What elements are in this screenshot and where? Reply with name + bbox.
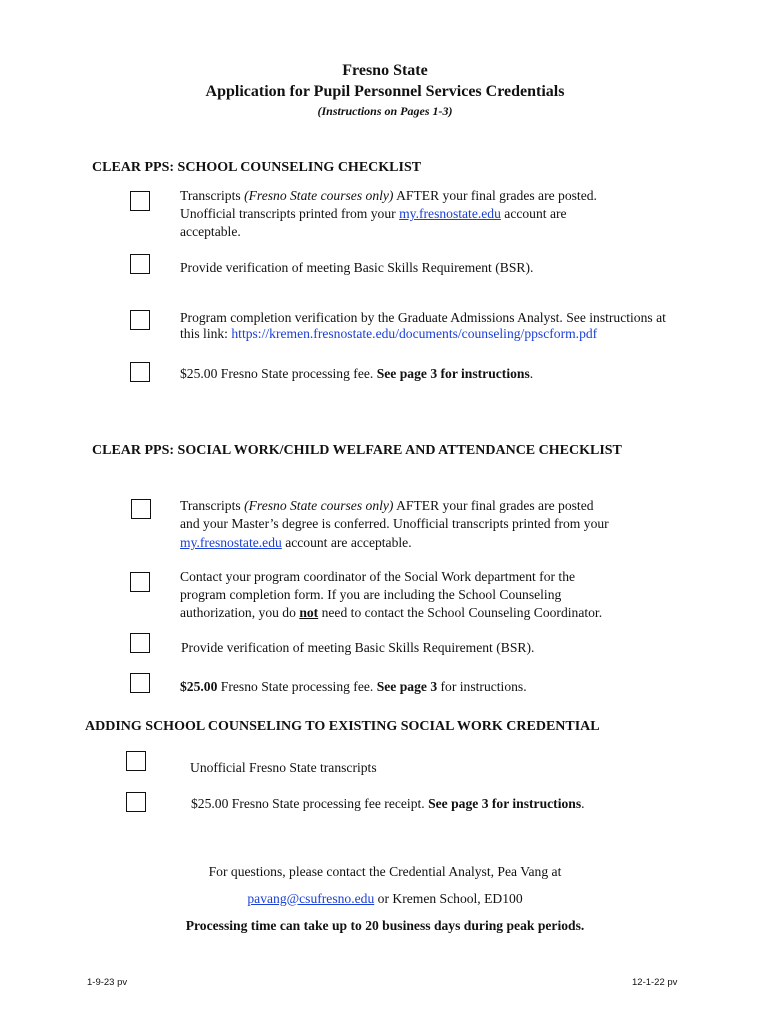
instructions-note: (Instructions on Pages 1-3) — [317, 104, 453, 118]
checkbox-bsr[interactable] — [130, 254, 150, 274]
checkbox-sw-bsr[interactable] — [130, 633, 150, 653]
s1-item3-line2: this link: https://kremen.fresnostate.edu/documents/counseling/ppscform.pdf — [180, 326, 598, 341]
checkbox-fee-receipt[interactable] — [126, 792, 146, 812]
s2-item4: $25.00 Fresno State processing fee. See page 3 for instructions. — [180, 679, 527, 694]
section-heading-adding-counseling: ADDING SCHOOL COUNSELING TO EXISTING SOCIAL WORK CREDENTIAL — [85, 719, 600, 734]
s1-item3-line1: Program completion verification by the Graduate Admissions Analyst. See instructions at — [180, 310, 666, 325]
s1-item1-line1: Transcripts (Fresno State courses only) AFTER your final grades are posted. — [180, 188, 597, 203]
mystate-link-2[interactable]: my.fresnostate.edu — [180, 535, 282, 550]
s2-item1-line3: my.fresnostate.edu account are acceptable. — [180, 535, 412, 550]
s3-item2: $25.00 Fresno State processing fee receipt. See page 3 for instructions. — [191, 796, 585, 811]
s1-item4: $25.00 Fresno State processing fee. See page 3 for instructions. — [180, 366, 534, 381]
processing-time-note: Processing time can take up to 20 business days during peak periods. — [185, 918, 585, 933]
s1-item1-line2: Unofficial transcripts printed from your my.fresnostate.edu account are — [180, 206, 567, 221]
footer-left-revision: 1-9-23 pv — [87, 977, 128, 988]
s2-item3: Provide verification of meeting Basic Skills Requirement (BSR). — [181, 640, 535, 655]
s1-item2: Provide verification of meeting Basic Skills Requirement (BSR). — [180, 260, 534, 275]
s3-item1: Unofficial Fresno State transcripts — [190, 760, 377, 775]
checkbox-processing-fee[interactable] — [130, 362, 150, 382]
s2-item1-line1: Transcripts (Fresno State courses only) AFTER your final grades are posted — [180, 498, 594, 513]
checkbox-program-completion[interactable] — [130, 310, 150, 330]
email-link[interactable]: pavang@csufresno.edu — [247, 891, 375, 906]
section-heading-social-work: CLEAR PPS: SOCIAL WORK/CHILD WELFARE AND ATTENDANCE CHECKLIST — [92, 443, 622, 458]
contact-line2: pavang@csufresno.edu or Kremen School, ED100 — [247, 891, 523, 906]
document-subtitle-main: Application for Pupil Personnel Services Credentials — [205, 83, 565, 100]
checkbox-unofficial-transcripts[interactable] — [126, 751, 146, 771]
checkbox-transcripts[interactable] — [130, 191, 150, 211]
contact-line1: For questions, please contact the Credential Analyst, Pea Vang at — [208, 864, 562, 879]
mystate-link[interactable]: my.fresnostate.edu — [399, 206, 501, 221]
footer-right-revision: 12-1-22 pv — [632, 977, 678, 988]
s2-item1-line2: and your Master’s degree is conferred. Unofficial transcripts printed from your — [180, 516, 609, 531]
section-heading-school-counseling: CLEAR PPS: SCHOOL COUNSELING CHECKLIST — [92, 160, 422, 175]
document-title: Fresno State — [342, 62, 428, 79]
s1-item1-line3: acceptable. — [180, 224, 241, 239]
ppscform-link[interactable]: https://kremen.fresnostate.edu/documents/counseling/ppscform.pdf — [231, 326, 598, 341]
s2-item2-line3: authorization, you do not need to contact the School Counseling Coordinator. — [180, 605, 603, 620]
s2-item2-line2: program completion form. If you are including the School Counseling — [180, 587, 562, 602]
s2-item2-line1: Contact your program coordinator of the Social Work department for the — [180, 569, 576, 584]
checkbox-coordinator[interactable] — [130, 572, 150, 592]
checkbox-sw-transcripts[interactable] — [131, 499, 151, 519]
checkbox-sw-fee[interactable] — [130, 673, 150, 693]
